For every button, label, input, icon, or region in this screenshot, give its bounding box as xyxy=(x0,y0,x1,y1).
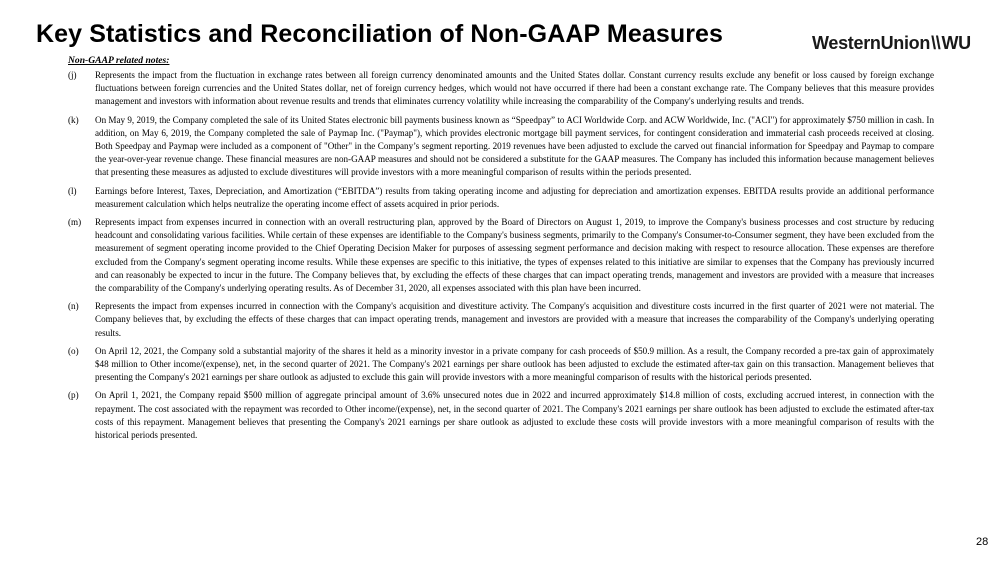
page-number: 28 xyxy=(976,536,989,548)
note-text: On April 12, 2021, the Company sold a substantial majority of the shares it held as a minority investor in a private company for cash proceeds of $50.9 million. As a result, the Company recorded a pre-tax gain of approximately $48 million to Other income/(expense), net, in the second quarter of 2021. The Company's 2021 earnings per share outlook has been adjusted to exclude the estimated after-tax gain on this transaction. Management believes that presenting the Company's 2021 earnings per share outlook as adjusted to exclude this gain will provide investors with a more meaningful comparison of results with the historical periods presented. xyxy=(95,345,934,383)
note-text: Represents the impact from the fluctuation in exchange rates between all foreign currency denominated amounts and the United States dollar. Constant currency results exclude any benefit or loss caused by foreign exchange fluctuations between foreign currencies and the United States dollar, net of foreign currency hedges, which would not have occurred if there had been a constant exchange rate. The Company believes that this measure provides management and investors with information about revenue results and trends that eliminates currency volatility while increasing the comparability of the Company's underlying results and trends. xyxy=(95,70,934,107)
note-text: Earnings before Interest, Taxes, Depreciation, and Amortization (“EBITDA”) results from taking operating income and adjusting for depreciation and amortization expenses. EBITDA results provide an additional performance measurement calculation which helps neutralize the operating income effect of assets acquired in prior periods. xyxy=(95,185,934,209)
page-title: Key Statistics and Reconciliation of Non-GAAP Measures xyxy=(36,20,724,48)
note-o xyxy=(68,345,934,385)
note-letter: (l) xyxy=(68,185,77,196)
note-text: Represents the impact from expenses incurred in connection with the Company's acquisition and divestiture activity. The Company's acquisition and divestiture costs incurred in the first quarter of 2021 were not material. The Company believes that, by excluding the effects of these charges that can impact operating trends, management and investors are provided with a measure that increases the comparability of the Company's underlying operating results. xyxy=(95,301,934,338)
note-letter: (m) xyxy=(68,217,82,228)
note-p xyxy=(68,389,934,442)
note-n xyxy=(68,300,934,340)
note-text: Represents impact from expenses incurred in connection with an overall restructuring plan, approved by the Board of Directors on August 1, 2019, to improve the Company's business processes and cost structure by reducing headcount and consolidating various facilities. While certain of these expenses are identifiable to the Company's business segments, primarily to the Company's Consumer-to-Consumer segment, they have been excluded from the measurement of segment operating income provided to the Chief Operating Decision Maker for purposes of assessing segment performance and decision making with respect to resource allocation. These expenses are therefore excluded from the Company's segment operating income results. While these expenses are specific to this initiative, the types of expenses related to this initiative are similar to expenses that the Company has previously incurred and can reasonably be expected to incur in the future. The Company believes that, by excluding the effects of these charges that can impact operating trends, management and investors are provided with a measure that increases the comparability of the Company's underlying operating results. As of December 31, 2020, all expenses associated with this plan have been incurred. xyxy=(95,217,934,294)
logo-initials: WU xyxy=(941,33,971,53)
logo-separator-icon: \\ xyxy=(931,33,941,53)
note-text: On April 1, 2021, the Company repaid $500 million of aggregate principal amount of 3.6% unsecured notes due in 2022 and incurred approximately $14.8 million of costs, excluding accrued interest, in connection with the repayment. The cost associated with the repayment was recorded to Other income/(expense), net, in the second quarter of 2021. The Company's 2021 earnings per share outlook has been adjusted to exclude the estimated after-tax costs of this repayment. Management believes that presenting the Company's 2021 earnings per share outlook as adjusted to exclude these costs will provide investors with a more meaningful comparison of results with the historical periods presented. xyxy=(95,390,934,441)
note-letter: (p) xyxy=(68,390,79,401)
note-m xyxy=(68,216,934,295)
note-letter: (k) xyxy=(68,114,79,125)
note-l xyxy=(68,185,934,211)
notes-subheading: Non-GAAP related notes: xyxy=(68,55,170,66)
note-letter: (n) xyxy=(68,301,79,312)
note-letter: (j) xyxy=(68,70,77,80)
notes-list xyxy=(68,69,934,447)
note-text: On May 9, 2019, the Company completed the sale of its United States electronic bill payments business known as “Speedpay” to ACI Worldwide Corp. and ACW Worldwide, Inc. ("ACI") for approximately $750 million in cash. In addition, on May 6, 2019, the Company completed the sale of Paymap Inc. ("Paymap"), which provides electronic mortgage bill payment services, for contingent consideration and immaterial cash proceeds received at closing. Both Speedpay and Paymap were included as a component of "Other" in the Company’s segment reporting. 2019 revenues have been adjusted to exclude the carved out financial information for Speedpay and Paymap to compare the year-over-year revenue change. These financial measures are non-GAAP measures and should not be considered a substitute for the GAAP measures. The Company has included this information because management believes that presenting these measures as adjusted to exclude divestitures will provide investors with a more meaningful comparison of results within the periods presented. xyxy=(95,114,934,178)
note-j xyxy=(68,69,934,109)
note-letter: (o) xyxy=(68,345,79,356)
western-union-logo xyxy=(812,33,971,54)
logo-wordmark: WesternUnion xyxy=(812,33,931,53)
note-k xyxy=(68,114,934,180)
